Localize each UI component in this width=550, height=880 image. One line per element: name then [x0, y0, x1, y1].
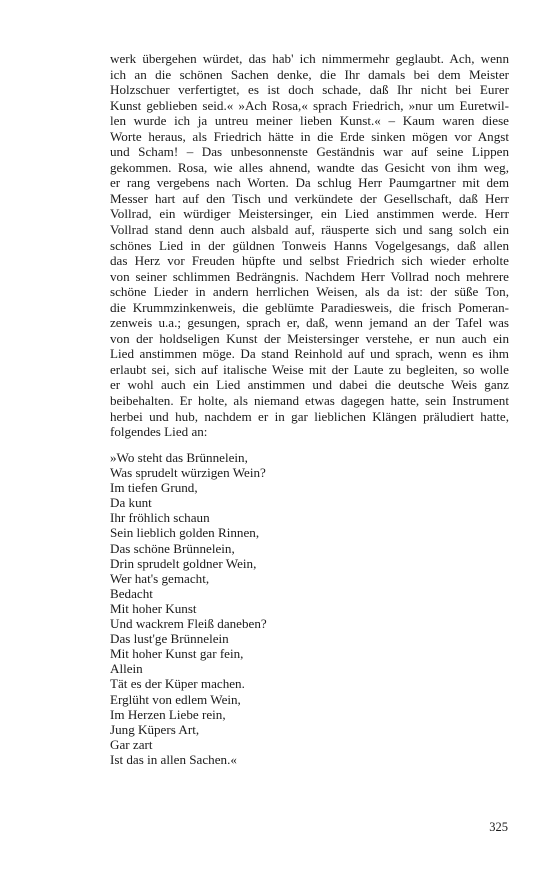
poem-line: Mit hoher Kunst gar fein, [110, 646, 244, 662]
prose-line: beibehalten. Er holte, als niemand etwas dagegen hatte, sein Instrument [110, 393, 509, 409]
poem-line: Erglüht von edlem Wein, [110, 691, 241, 707]
poem-line: »Wo steht das Brünnelein, [110, 450, 248, 465]
prose-line: Lied anstimmen möge. Da stand Reinhold auf und sprach, wenn es ihm [110, 346, 509, 362]
prose-line: Vollrad, ein würdiger Meistersinger, ein Lied anstimmen werde. Herr [110, 206, 509, 222]
prose-line: von seiner schlimmen Bedrängnis. Nachdem Herr Vollrad noch mehrere [110, 268, 509, 284]
prose-line: zenweis u.a.; gesungen, sprach er, daß, wenn jemand an der Tafel was [110, 315, 509, 331]
prose-line: von der holdseligen Kunst der Meistersinger verstehe, er nun auch ein [110, 330, 509, 346]
poem-line: Mit hoher Kunst [110, 600, 197, 616]
prose-line: len wurde ich ja untreu meiner lieben Kunst.« – Kaum waren diese [110, 113, 509, 129]
poem-line: Und wackrem Fleiß daneben? [110, 616, 267, 632]
poem [110, 450, 509, 767]
prose-line: Kunst geblieben seid.« »Ach Rosa,« sprach Friedrich, »nur um Euretwil- [110, 97, 509, 113]
prose-line: erlaubt sei, sich auf italische Weise mit der Laute zu begleiten, so wolle [110, 361, 509, 377]
poem-line: Im Herzen Liebe rein, [110, 706, 226, 722]
prose-line: schöne Lieder in andern herrlichen Weisen, als da ist: der süße Ton, [110, 284, 509, 300]
poem-line: Tät es der Küper machen. [110, 676, 245, 692]
prose-line: werk übergehen würdet, das hab' ich nimmermehr geglaubt. Ach, wenn [110, 51, 509, 66]
prose-line: gekommen. Rosa, wie alles ahnend, wandte das Gesicht von ihm weg, [110, 159, 509, 175]
poem-line: Allein [110, 661, 143, 677]
prose-paragraph [110, 51, 509, 440]
prose-line: Holzschuer verfertigtet, es ist doch schade, daß Ihr nicht bei Eurer [110, 82, 509, 98]
poem-line: Wer hat's gemacht, [110, 570, 210, 586]
poem-line: Sein lieblich golden Rinnen, [110, 525, 260, 541]
poem-line: Das schöne Brünnelein, [110, 540, 235, 556]
prose-line: Vollrad stand denn auch alsbald auf, räusperte sich und sang solch ein [110, 222, 509, 238]
page-number: 325 [489, 820, 508, 834]
poem-line: Drin sprudelt goldner Wein, [110, 555, 257, 571]
poem-line: Jung Küpers Art, [110, 721, 200, 737]
prose-line: und Scham! – Das unbesonnenste Geständnis war auf seine Lippen [110, 144, 509, 160]
prose-line: die Krummzinkenweis, die geblümte Paradiesweis, die frisch Pomeran- [110, 299, 509, 315]
poem-line: Im tiefen Grund, [110, 480, 198, 496]
prose-line: herbei und hub, nachdem er in gar lieblichen Klängen präludiert hatte, [110, 408, 509, 424]
poem-line: Bedacht [110, 585, 153, 601]
poem-line: Was sprudelt würzigen Wein? [110, 465, 266, 481]
prose-line: folgendes Lied an: [110, 424, 208, 440]
poem-line: Das lust'ge Brünnelein [110, 631, 229, 647]
prose-line: er wohl auch ein Lied anstimmen und dabei die deutsche Weis ganz [110, 377, 509, 393]
prose-line: er rang vergebens nach Worten. Da schlug Herr Paumgartner mit dem [110, 175, 509, 191]
prose-line: Messer hart auf den Tisch und verkündete der Gesellschaft, daß Herr [110, 190, 509, 206]
prose-line: schönes Lied in der güldnen Tonweis Hanns Vogelgesangs, daß allen [110, 237, 509, 253]
prose-line: Worte heraus, als Friedrich hätte in die Erde sinken mögen vor Angst [110, 128, 509, 144]
poem-line: Gar zart [110, 736, 153, 752]
poem-line: Ist das in allen Sachen.« [110, 751, 237, 767]
poem-line: Ihr fröhlich schaun [110, 510, 210, 526]
prose-line: das Herz vor Freuden hüpfte und selbst Friedrich sich wieder erholte [110, 253, 509, 269]
prose-line: ich an die schönen Sachen denke, die Ihr damals bei dem Meister [110, 66, 509, 82]
poem-line: Da kunt [110, 495, 152, 511]
